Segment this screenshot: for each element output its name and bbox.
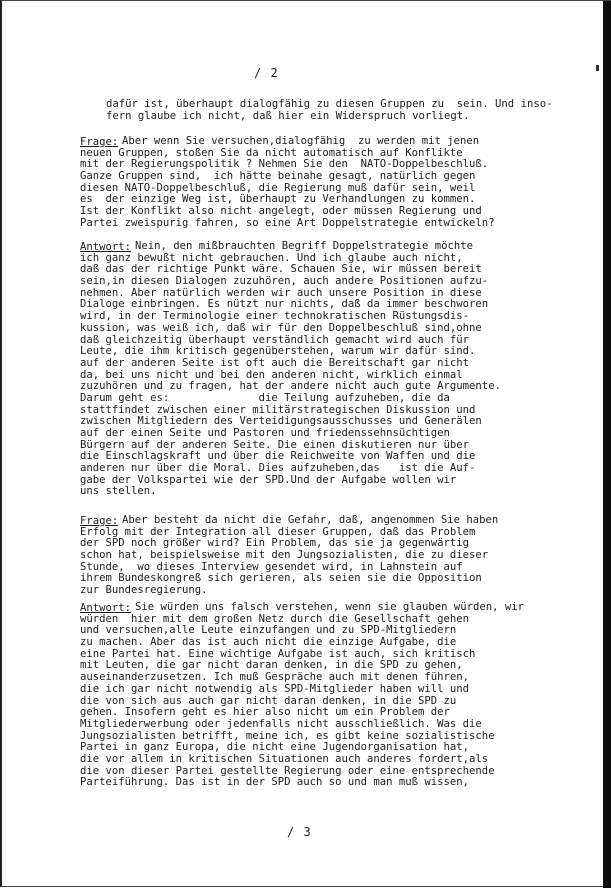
speaker-label-frage: Frage: [80, 136, 119, 148]
speaker-label-frage: Frage: [80, 515, 119, 527]
speaker-label-antwort: Antwort: [80, 602, 132, 614]
text-line: Aber besteht da nicht die Gefahr, daß, angenommen Sie haben [122, 514, 499, 526]
text-line: Ist der Konflikt also nicht angelegt, oder müssen Regierung und [80, 205, 482, 218]
text-line: Darum geht es: die Teilung aufzuheben, die da [80, 391, 450, 404]
text-line: mit der Regierungspolitik ? Nehmen Sie den NATO-Doppelbeschluß. [80, 158, 489, 171]
text-line: die ich gar nicht notwendig als SPD-Mitglieder haben will und [80, 682, 470, 695]
text-line: diesen NATO-Doppelbeschluß, die Regierung muß dafür sein, weil [80, 181, 476, 194]
text-line: Nein, den mißbrauchten Begriff Doppelstrategie möchte [135, 240, 474, 252]
text-line: zur Bundesregierung. [80, 584, 208, 597]
text-line: fern glaube ich nicht, daß hier ein Widerspruch vorliegt. [106, 109, 470, 122]
text-line: Sie würden uns falsch verstehen, wenn sie glauben würden, wir [135, 601, 525, 613]
speaker-label-antwort: Antwort: [80, 241, 132, 253]
paragraph-question-1 [80, 136, 495, 230]
text-line: uns stellen. [80, 485, 157, 498]
text-line: die von dieser Partei gestellte Regierung oder eine entsprechende [80, 764, 495, 777]
text-line: und versuchen,alle Leute einzufangen und zu SPD-Mitgliedern [80, 624, 457, 637]
paragraph-continuation [106, 99, 552, 122]
text-line: da, bei uns nicht und bei den anderen nicht, wirklich einmal [80, 368, 463, 381]
text-line: Aber wenn Sie versuchen,dialogfähig zu werden mit jenen [122, 135, 480, 147]
paragraph-answer-1 [80, 241, 501, 498]
text-line: die Einschlagskraft und über die Reichweite von Waffen und die [80, 450, 476, 463]
text-line: der SPD noch größer wird? Ein Problem, das sie ja gegenwärtig [80, 537, 470, 550]
text-line: gabe der Volkspartei wie der SPD.Und der Aufgabe wollen wir [80, 473, 457, 486]
scan-speck [596, 65, 599, 71]
text-line: Bürgern auf der anderen Seite. Die einen diskutieren nur über [80, 438, 470, 451]
text-line: Parteiführung. Das ist in der SPD auch so und man muß wissen, [80, 776, 470, 789]
text-line: schon hat, beispielsweise mit den Jungsozialisten, die zu dieser [80, 549, 489, 562]
text-line: eine Partei hat. Eine wichtige Aufgabe ist auch, sich kritisch [80, 647, 476, 660]
scan-edge [603, 1, 611, 888]
text-line: ihrem Bundeskongreß sich gerieren, als seien sie die Opposition [80, 572, 482, 585]
text-line: auseinanderzusetzen. Ich muß Gespräche auch mit denen führen, [80, 671, 470, 684]
text-line: würden hier mit dem großen Netz durch die Gesellschaft gehen [80, 612, 470, 625]
text-line: es der einzige Weg ist, überhaupt zu Verhandlungen zu kommen. [80, 193, 476, 206]
text-line: Jungsozialisten betrifft, meine ich, es gibt keine sozialistische [80, 729, 495, 742]
text-line: mit Leuten, die gar nicht daran denken, in die SPD zu gehen, [80, 659, 463, 672]
text-line: zuzuhören und zu fragen, hat der andere nicht auch gute Argumente. [80, 380, 501, 393]
text-line: zwischen Mitgliedern des Verteidigungsausschusses und Generälen [80, 415, 482, 428]
text-line: sein,in diesen Dialogen zuzuhören, auch andere Positionen aufzu- [80, 275, 489, 288]
page-number-top: / 2 [254, 66, 279, 80]
text-line: stattfindet zwischen einer militärstrategischen Diskussion und [80, 403, 476, 416]
text-line: anderen nur über die Moral. Dies aufzuheben,das ist die Auf- [80, 462, 476, 475]
text-line: zu machen. Aber das ist auch nicht die einzige Aufgabe, die [80, 636, 457, 649]
text-line: daß gleichzeitig überhaupt verständlich gemacht wird auch für [80, 333, 470, 346]
text-line: daß das der richtige Punkt wäre. Schauen Sie, wir müssen bereit [80, 263, 482, 276]
text-line: Dialoge einbringen. Es nützt nur nichts, daß da immer beschworen [80, 298, 489, 311]
text-line: wird, in der Terminologie einer technokratischen Rüstungsdis- [80, 310, 470, 323]
text-line: die von sich aus auch gar nicht daran denken, in die SPD zu [80, 694, 457, 707]
text-line: ich ganz bewußt nicht gebrauchen. Und ich glaube auch nicht, [80, 251, 463, 264]
text-line: Leute, die ihm kritisch gegenüberstehen, warum wir dafür sind. [80, 345, 476, 358]
text-line: kussion, was weiß ich, daß wir für den Doppelbeschluß sind,ohne [80, 321, 482, 334]
paragraph-answer-2 [80, 602, 524, 789]
paragraph-question-2 [80, 515, 498, 597]
text-line: Mitgliederwerbung oder jedenfalls nicht ausschließlich. Was die [80, 717, 482, 730]
text-line: auf der einen Seite und Pastoren und friedenssehnsüchtigen [80, 427, 450, 439]
text-line: die vor allem in kritischen Situationen auch anderes fordert,als [80, 752, 489, 765]
text-line: auf der anderen Seite ist oft auch die Bereitschaft gar nicht [80, 356, 470, 369]
text-line: dafür ist, überhaupt dialogfähig zu diesen Gruppen zu sein. Und inso- [106, 98, 553, 110]
text-line: neuen Gruppen, stoßen Sie da nicht automatisch auf Konflikte [80, 146, 463, 159]
text-line: Partei zweispurig fahren, so eine Art Doppelstrategie entwickeln? [80, 216, 495, 229]
text-line: Partei in ganz Europa, die nicht eine Jugendorganisation hat, [80, 741, 470, 754]
text-line: gehen. Insofern geht es hier also nicht um ein Problem der [80, 706, 450, 719]
page-number-bottom: / 3 [287, 825, 312, 839]
text-line: Erfolg mit der Integration all dieser Gruppen, daß das Problem [80, 525, 476, 538]
text-line: nehmen. Aber natürlich werden wir auch unsere Position in diese [80, 286, 482, 299]
text-line: Ganze Gruppen sind, ich hätte beinahe gesagt, natürlich gegen [80, 170, 476, 183]
text-line: Stunde, wo dieses Interview gesendet wird, in Lahnstein auf [80, 560, 463, 573]
